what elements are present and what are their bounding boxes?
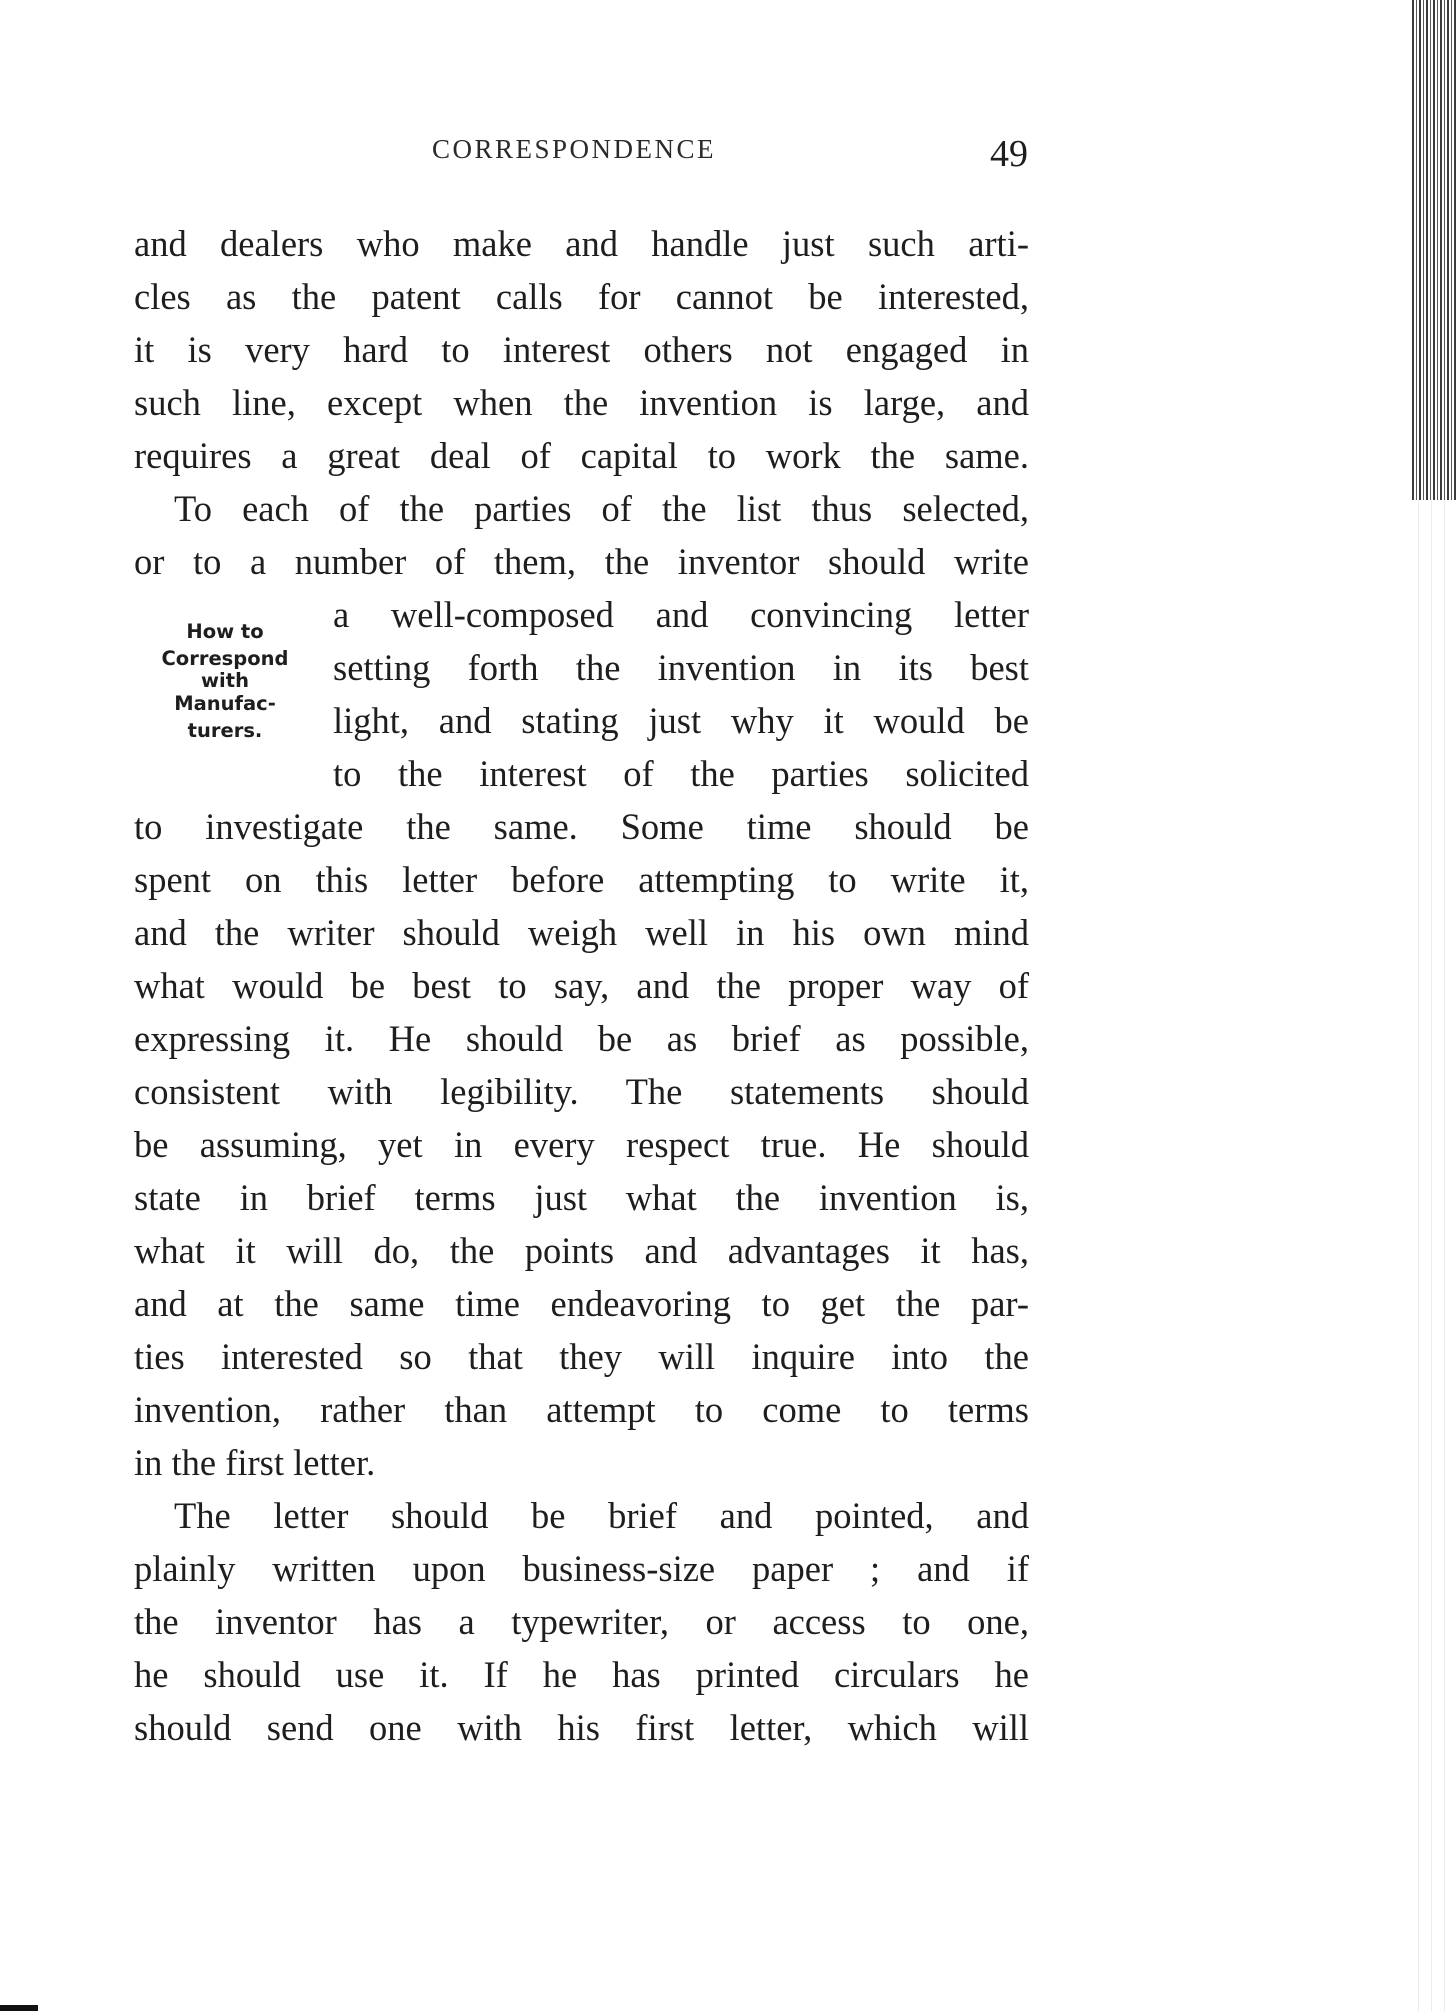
- text-line: state in brief terms just what the invention is,: [134, 1177, 1029, 1218]
- text-line: or to a number of them, the inventor should write: [134, 541, 1029, 582]
- text-line: what it will do, the points and advantages it has,: [134, 1230, 1029, 1271]
- running-head: CORRESPONDENCE: [432, 134, 717, 164]
- text-line: invention, rather than attempt to come to terms: [134, 1389, 1029, 1430]
- margin-note-line: Manufac-: [174, 692, 276, 715]
- page-number: 49: [990, 133, 1028, 175]
- text-line: The letter should be brief and pointed, and: [174, 1495, 1029, 1536]
- text-line: and the writer should weigh well in his own mind: [134, 912, 1029, 953]
- scan-edge-artifact-lower: [1412, 500, 1456, 2011]
- text-line: such line, except when the invention is large, and: [134, 382, 1029, 423]
- text-line: be assuming, yet in every respect true. He should: [134, 1124, 1029, 1165]
- margin-note-line: How to: [186, 620, 264, 643]
- margin-note-line: turers.: [187, 719, 263, 742]
- scan-edge-artifact: [1412, 0, 1456, 500]
- text-line: a well-composed and convincing letter: [333, 594, 1029, 635]
- margin-note-line: Correspond: [161, 647, 289, 670]
- text-line: should send one with his first letter, which will: [134, 1707, 1029, 1748]
- text-line: in the first letter.: [134, 1442, 376, 1483]
- text-line: consistent with legibility. The statements should: [134, 1071, 1029, 1112]
- text-line: cles as the patent calls for cannot be interested,: [134, 276, 1029, 317]
- text-line: to investigate the same. Some time should be: [134, 806, 1029, 847]
- text-line: plainly written upon business-size paper ; and if: [134, 1548, 1029, 1589]
- text-line: spent on this letter before attempting to write it,: [134, 859, 1029, 900]
- margin-note-line: with: [201, 669, 249, 692]
- text-line: setting forth the invention in its best: [333, 647, 1029, 688]
- text-line: the inventor has a typewriter, or access to one,: [134, 1601, 1029, 1642]
- margin-note: [140, 618, 310, 744]
- text-line: and dealers who make and handle just such arti-: [134, 223, 1029, 264]
- text-line: expressing it. He should be as brief as possible,: [134, 1018, 1029, 1059]
- text-line: ties interested so that they will inquire into the: [134, 1336, 1029, 1377]
- text-line: he should use it. If he has printed circulars he: [134, 1654, 1029, 1695]
- text-line: and at the same time endeavoring to get the par-: [134, 1283, 1029, 1324]
- text-line: To each of the parties of the list thus selected,: [174, 488, 1029, 529]
- text-line: light, and stating just why it would be: [333, 700, 1029, 741]
- text-line: requires a great deal of capital to work the same.: [134, 435, 1029, 476]
- text-line: it is very hard to interest others not engaged in: [134, 329, 1029, 370]
- scan-corner-mark: [0, 2005, 38, 2011]
- text-line: what would be best to say, and the proper way of: [134, 965, 1029, 1006]
- text-line: to the interest of the parties solicited: [333, 753, 1029, 794]
